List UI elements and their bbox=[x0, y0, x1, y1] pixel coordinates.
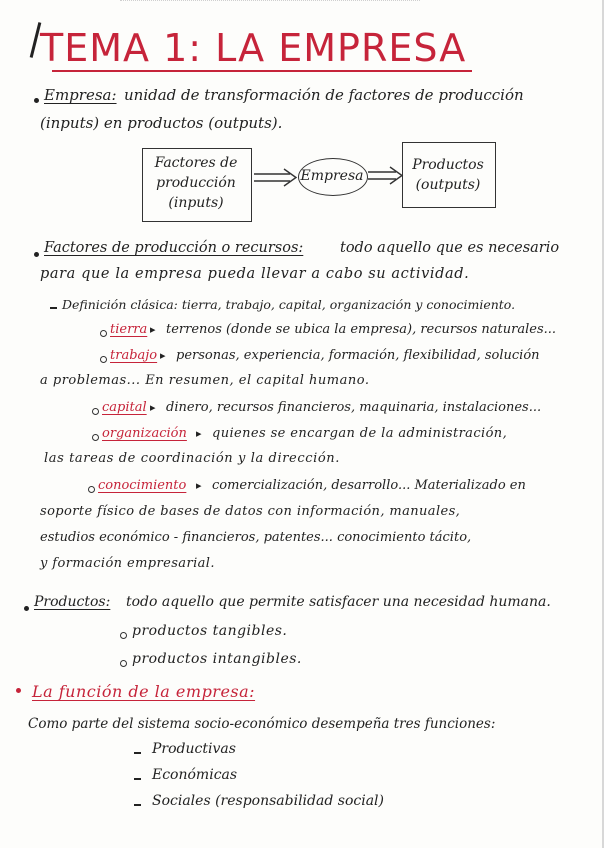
funcion-item-sociales: Sociales (responsabilidad social) bbox=[152, 793, 384, 809]
arrow-marker-icon: ▸ bbox=[196, 479, 202, 492]
conocimiento-text-line2: soporte físico de bases de datos con información, manuales, bbox=[40, 504, 461, 519]
funcion-intro: Como parte del sistema socio-económico desempeña tres funciones: bbox=[28, 716, 496, 732]
ring-bullet-icon bbox=[100, 330, 107, 337]
empresa-term: Empresa: bbox=[44, 86, 117, 104]
inputs-box-line3: (inputs) bbox=[168, 195, 224, 211]
conocimiento-text: comercialización, desarrollo... Materializado en bbox=[212, 478, 526, 493]
productos-item-intangibles: productos intangibles. bbox=[132, 651, 302, 667]
empresa-definition-line2: (inputs) en productos (outputs). bbox=[40, 114, 283, 132]
trabajo-text: personas, experiencia, formación, flexibilidad, solución bbox=[176, 348, 540, 363]
ring-bullet-icon bbox=[100, 356, 107, 363]
conocimiento-term: conocimiento bbox=[98, 478, 187, 493]
ring-bullet-icon bbox=[120, 660, 127, 667]
empresa-oval-label: Empresa bbox=[300, 168, 364, 184]
outputs-box-line2: (outputs) bbox=[415, 177, 481, 193]
title-underline bbox=[52, 70, 472, 72]
bullet-icon bbox=[34, 252, 39, 257]
dash-icon bbox=[134, 752, 141, 754]
productos-definition: todo aquello que permite satisfacer una necesidad humana. bbox=[126, 594, 551, 610]
funcion-heading: La función de la empresa: bbox=[32, 682, 256, 701]
trabajo-term: trabajo bbox=[110, 348, 158, 363]
empresa-definition-line1: unidad de transformación de factores de producción bbox=[124, 86, 524, 104]
organizacion-text: quienes se encargan de la administración, bbox=[212, 426, 508, 441]
red-bullet-icon bbox=[16, 688, 21, 693]
factores-definition-line2: para que la empresa pueda llevar a cabo su actividad. bbox=[40, 266, 470, 282]
arrow-marker-icon: ▸ bbox=[160, 349, 166, 362]
dash-icon bbox=[50, 307, 57, 309]
organizacion-text-line2: las tareas de coordinación y la dirección. bbox=[44, 451, 340, 466]
double-arrow-icon bbox=[366, 162, 406, 190]
page-title: TEMA 1: LA EMPRESA bbox=[40, 26, 467, 70]
inputs-box-line1: Factores de bbox=[154, 155, 238, 171]
trabajo-text-line2: a problemas... En resumen, el capital humano. bbox=[40, 373, 370, 388]
dash-icon bbox=[134, 778, 141, 780]
bullet-icon bbox=[34, 98, 39, 103]
ring-bullet-icon bbox=[120, 632, 127, 639]
inputs-box-line2: producción bbox=[156, 175, 236, 191]
capital-term: capital bbox=[102, 400, 147, 415]
arrow-marker-icon: ▸ bbox=[150, 401, 156, 414]
factores-term: Factores de producción o recursos: bbox=[44, 240, 304, 256]
capital-text: dinero, recursos financieros, maquinaria, instalaciones... bbox=[166, 400, 542, 415]
funcion-item-economicas: Económicas bbox=[152, 767, 238, 783]
definicion-clasica: Definición clásica: tierra, trabajo, capital, organización y conocimiento. bbox=[62, 297, 516, 312]
funcion-item-productivas: Productivas bbox=[152, 741, 236, 757]
tierra-term: tierra bbox=[110, 322, 148, 337]
ring-bullet-icon bbox=[88, 486, 95, 493]
dash-icon bbox=[134, 804, 141, 806]
bullet-icon bbox=[24, 606, 29, 611]
ring-bullet-icon bbox=[92, 408, 99, 415]
outputs-box-line1: Productos bbox=[412, 157, 484, 173]
conocimiento-text-line4: y formación empresarial. bbox=[40, 556, 215, 571]
productos-term: Productos: bbox=[34, 594, 111, 610]
factores-definition-line1: todo aquello que es necesario bbox=[340, 240, 560, 256]
tierra-text: terrenos (donde se ubica la empresa), recursos naturales... bbox=[166, 322, 557, 337]
bleed-through-marks bbox=[120, 0, 420, 5]
outputs-box bbox=[402, 142, 496, 208]
arrow-marker-icon: ▸ bbox=[150, 323, 156, 336]
organizacion-term: organización bbox=[102, 426, 187, 441]
productos-item-tangibles: productos tangibles. bbox=[132, 623, 288, 639]
conocimiento-text-line3: estudios económico - financieros, patentes... conocimiento tácito, bbox=[40, 530, 472, 545]
arrow-marker-icon: ▸ bbox=[196, 427, 202, 440]
ring-bullet-icon bbox=[92, 434, 99, 441]
double-arrow-icon bbox=[252, 164, 300, 192]
